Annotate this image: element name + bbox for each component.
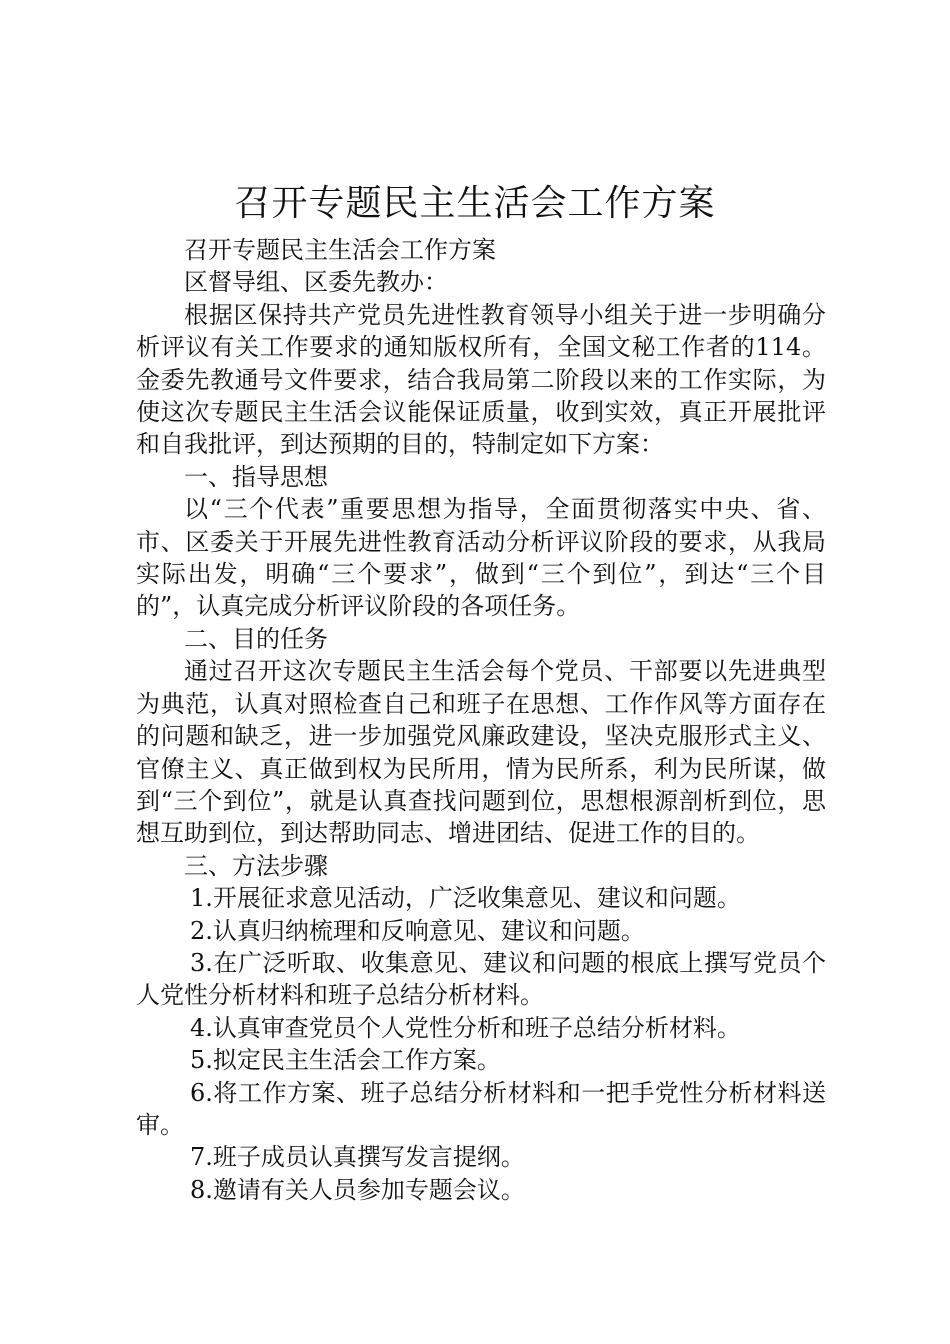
step-item-3: 3.在广泛听取、收集意见、建议和问题的根底上撰写党员个人党性分析材料和班子总结分析材料。 [136, 948, 826, 1010]
addressee-paragraph: 区督导组、区委先教办： [184, 268, 448, 297]
document-body [136, 234, 826, 1206]
guiding-thought-paragraph: 以“三个代表”重要思想为指导，全面贯彻落实中央、省、市、区委关于开展先进性教育活动分析评议阶段的要求，从我局实际出发，明确“三个要求”，做到“三个到位”，到达“三个目的”，认真完成分析评议阶段的各项任务。 [136, 495, 826, 621]
section-heading-methods: 三、方法步骤 [184, 851, 328, 880]
step-item-2: 2.认真归纳梳理和反响意见、建议和问题。 [190, 916, 645, 945]
intro-paragraph: 根据区保持共产党员先进性教育领导小组关于进一步明确分析评议有关工作要求的通知版权所有，全国文秘工作者的114。金委先教通号文件要求，结合我局第二阶段以来的工作实际，为使这次专题民主生活会议能保证质量，收到实效，真正开展批评和自我批评，到达预期的目的，特制定如下方案： [136, 300, 826, 459]
step-item-6: 6.将工作方案、班子总结分析材料和一把手党性分析材料送审。 [136, 1078, 826, 1139]
step-item-4: 4.认真审查党员个人党性分析和班子总结分析材料。 [190, 1013, 741, 1042]
step-item-8: 8.邀请有关人员参加专题会议。 [190, 1175, 525, 1204]
document-title: 召开专题民主生活会工作方案 [234, 183, 716, 224]
section-heading-purpose: 二、目的任务 [184, 624, 328, 653]
step-item-5: 5.拟定民主生活会工作方案。 [190, 1046, 501, 1075]
purpose-paragraph: 通过召开这次专题民主生活会每个党员、干部要以先进典型为典范，认真对照检查自己和班子在思想、工作作风等方面存在的问题和缺乏，进一步加强党风廉政建设，坚决克服形式主义、官僚主义、真正做到权为民所用，情为民所系，利为民所谋，做到“三个到位”，就是认真查找问题到位，思想根源剖析到位，思想互助到位，到达帮助同志、增进团结、促进工作的目的。 [136, 657, 826, 848]
subtitle-paragraph: 召开专题民主生活会工作方案 [184, 236, 496, 264]
step-item-7: 7.班子成员认真撰写发言提纲。 [190, 1143, 525, 1172]
section-heading-guiding-thought: 一、指导思想 [184, 462, 328, 491]
step-item-1: 1.开展征求意见活动，广泛收集意见、建议和问题。 [190, 884, 741, 913]
